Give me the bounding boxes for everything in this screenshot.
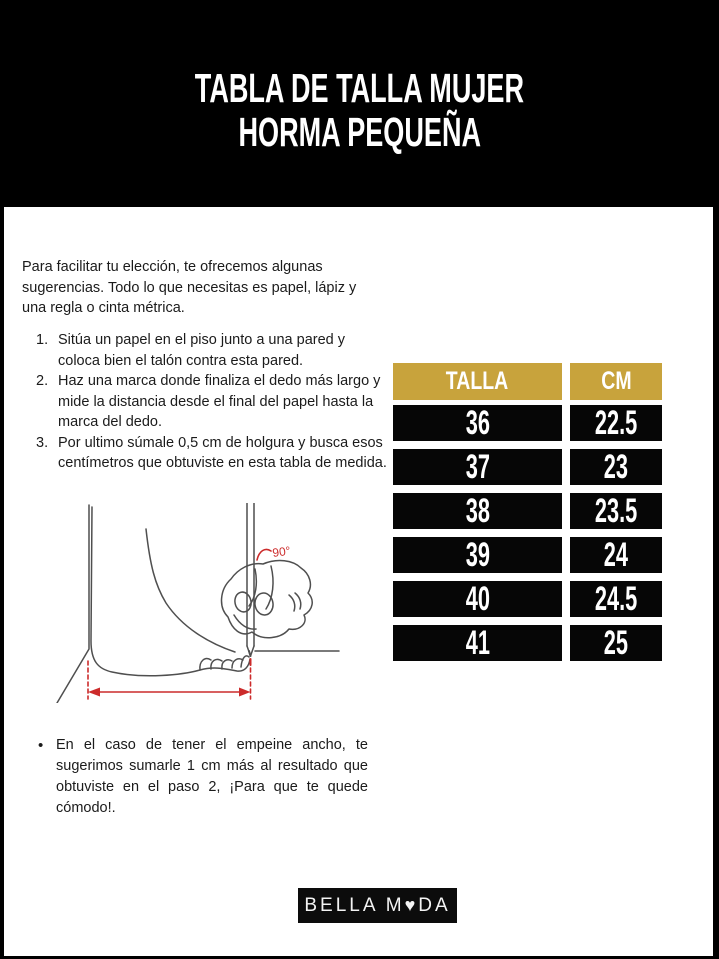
step-text: Sitúa un papel en el piso junto a una pared y coloca bien el talón contra esta pared.: [58, 332, 345, 369]
talla-value: 36: [393, 405, 562, 441]
knuckle-line: [295, 593, 301, 609]
step-number: 1.: [36, 332, 49, 348]
step-text: Por ultimo súmale 0,5 cm de holgura y busca esos centímetros que obtuviste en esta tabla de medida.: [58, 434, 387, 471]
foot-outline: [91, 507, 250, 676]
talla-value: 37: [393, 449, 562, 485]
arrowhead-left-icon: [88, 688, 100, 697]
intro-paragraph: Para facilitar tu elección, te ofrecemos algunas sugerencias. Todo lo que necesitas es papel, lápiz y una regla o cinta métrica.: [22, 259, 357, 316]
bullet-icon: •: [38, 737, 44, 754]
page-title-line2: HORMA PEQUEÑA: [238, 109, 481, 155]
talla-value: 41: [393, 625, 562, 661]
fit-note-text: En el caso de tener el empeine ancho, te sugerimos sumarle 1 cm más al resultado que obtuviste en el paso 2, ¡Para que te quede cómodo!.: [56, 737, 368, 816]
page-title-line1: TABLA DE TALLA MUJER: [194, 65, 525, 111]
size-row: [393, 581, 662, 617]
cm-value: 23: [570, 449, 662, 485]
foot-measurement-illustration: [42, 503, 342, 703]
step-number: 2.: [36, 373, 49, 389]
toe-line: [222, 660, 232, 669]
step-number: 3.: [36, 434, 49, 451]
angle-label: 90°: [271, 543, 292, 560]
talla-value: 39: [393, 537, 562, 573]
angle-arc: [257, 549, 271, 560]
instruction-step-1: [36, 330, 390, 371]
brand-text-prefix: BELLA M: [304, 894, 405, 916]
page-header: [0, 66, 719, 154]
fingertip: [233, 591, 253, 614]
column-header-talla: TALLA: [393, 363, 562, 400]
heart-icon: ♥: [404, 895, 419, 915]
step-text: Haz una marca donde finaliza el dedo más largo y mide la distancia desde el final del papel hasta la marca del dedo.: [58, 373, 381, 430]
brand-text-suffix: DA: [418, 894, 451, 916]
wall-line: [57, 505, 89, 703]
cm-value: 25: [570, 625, 662, 661]
size-row: [393, 537, 662, 573]
cm-value: 22.5: [570, 405, 662, 441]
size-table: [393, 363, 662, 669]
leg-front-line: [146, 529, 235, 652]
finger-line: [266, 566, 273, 609]
size-row: [393, 493, 662, 529]
size-row: [393, 405, 662, 441]
thumb-line: [234, 615, 256, 629]
fit-note: [38, 735, 368, 819]
size-row: [393, 449, 662, 485]
size-row: [393, 625, 662, 661]
instruction-steps: [36, 330, 390, 474]
cm-value: 23.5: [570, 493, 662, 529]
talla-value: 40: [393, 581, 562, 617]
instruction-step-3: [36, 433, 390, 474]
pencil: [247, 503, 254, 646]
column-header-cm: CM: [570, 363, 662, 400]
talla-value: 38: [393, 493, 562, 529]
knuckle-line: [289, 595, 295, 611]
instruction-step-2: [36, 371, 390, 433]
size-table-header: [393, 363, 662, 400]
cm-value: 24: [570, 537, 662, 573]
arrowhead-right-icon: [239, 688, 251, 697]
cm-value: 24.5: [570, 581, 662, 617]
brand-logo: [298, 888, 457, 923]
